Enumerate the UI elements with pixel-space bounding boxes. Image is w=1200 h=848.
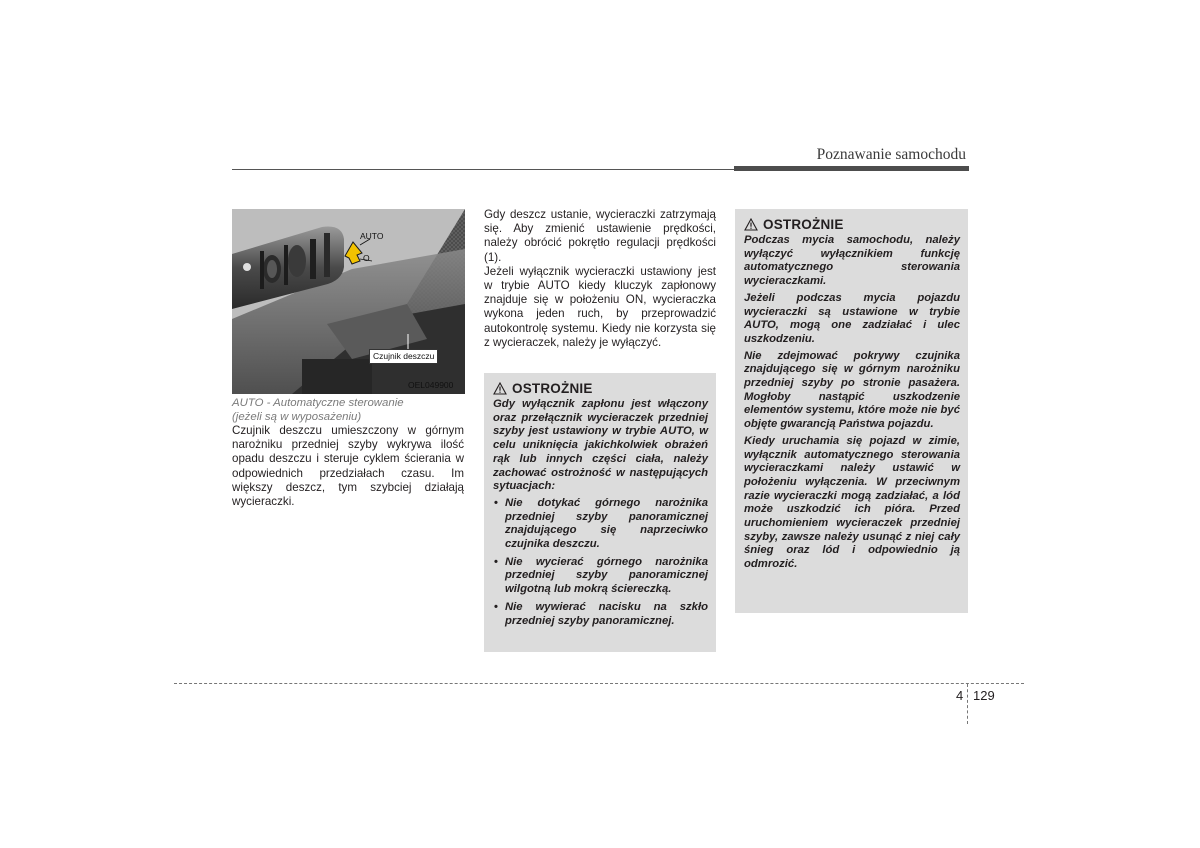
caution-header bbox=[744, 217, 960, 232]
caution-bullet-list bbox=[493, 497, 708, 628]
header-accent-bar bbox=[734, 166, 969, 171]
warning-triangle-icon bbox=[493, 382, 507, 395]
footer-dashed-rule bbox=[174, 683, 1024, 684]
section-title: Poznawanie samochodu bbox=[816, 146, 966, 163]
caution-paragraph: Kiedy uruchamia się pojazd w zimie, wyłącznik automatycznego sterowania wycieraczkami należy ustawić w położeniu wyłączenia. W przeciwnym razie wycieraczki mogą zadziałać, a lód może uszkodzić ich pióra. Przed uruchomieniem wycieraczek przedniej szyby, zawsze należy usunąć z niej cały śnieg oraz lód i odpowiednio ją odmrozić. bbox=[744, 434, 960, 571]
footer-vertical-divider bbox=[967, 684, 968, 724]
column-left bbox=[232, 396, 464, 509]
caution-header bbox=[493, 381, 708, 396]
caution-paragraph: Nie zdejmować pokrywy czujnika znajdującego się w górnym narożniku przedniej szyby po stronie pasażera. Mogłoby nastąpić uszkodzenie elementów systemu, które może nie być objęte gwarancją Państwa pojazdu. bbox=[744, 349, 960, 431]
wiper-stalk-figure bbox=[232, 209, 465, 394]
caution-box-hand-safety bbox=[484, 373, 716, 652]
caution-body bbox=[493, 398, 708, 628]
figure-code: OEL049900 bbox=[408, 380, 454, 390]
caution-body bbox=[744, 234, 960, 572]
caution-bullet: • Nie wywierać nacisku na szkło przedniej szyby panoramicznej. bbox=[493, 601, 708, 628]
auto-selfcheck-paragraph: Jeżeli wyłącznik wycieraczki ustawiony jest w trybie AUTO kiedy kluczyk zapłonowy znajduje się w położeniu ON, wycieraczka wykona jeden ruch, by przeprowadzić autokontrolę systemu. Kiedy nie korzysta się z wycieraczek, należy je wyłączyć. bbox=[484, 264, 716, 349]
auto-subheading-line2: (jeżeli są w wyposażeniu) bbox=[232, 411, 362, 423]
caution-title: OSTROŻNIE bbox=[763, 217, 844, 232]
figure-label-off: O bbox=[363, 253, 370, 263]
caution-title: OSTROŻNIE bbox=[512, 381, 593, 396]
column-middle bbox=[484, 208, 716, 350]
rain-sensor-description: Czujnik deszczu umieszczony w górnym narożniku przedniej szyby wykrywa ilość opadu deszczu i steruje cyklem ścierania w odpowiednich przedziałach czasu. Im większy deszcz, tym szybciej działają wycieraczki. bbox=[232, 424, 464, 509]
caution-paragraph: Jeżeli podczas mycia pojazdu wycieraczki są ustawione w trybie AUTO, mogą one zadziałać i ulec uszkodzeniu. bbox=[744, 291, 960, 345]
warning-triangle-icon bbox=[744, 218, 758, 231]
caution-intro: Gdy wyłącznik zapłonu jest włączony oraz przełącznik wycieraczek przedniej szyby jest ustawiony w trybie AUTO, w celu uniknięcia jakichkolwiek obrażeń rąk lub innych części ciała, należy zachować ostrożność w następujących sytuacjach: bbox=[493, 398, 708, 493]
figure-label-rain-sensor: Czujnik deszczu bbox=[369, 349, 438, 364]
page-number: 129 bbox=[973, 688, 995, 703]
figure-label-auto: AUTO bbox=[360, 231, 384, 241]
caution-paragraph: Podczas mycia samochodu, należy wyłączyć wyłącznikiem funkcję automatycznego sterowania wycieraczkami. bbox=[744, 234, 960, 288]
chapter-number: 4 bbox=[956, 688, 964, 703]
wiper-stalk-illustration bbox=[232, 209, 465, 394]
caution-bullet: • Nie wycierać górnego narożnika przedniej szyby panoramicznej wilgotną lub mokrą ściereczką. bbox=[493, 556, 708, 597]
speed-adjust-paragraph: Gdy deszcz ustanie, wycieraczki zatrzymają się. Aby zmienić ustawienie prędkości, należy obrócić pokrętło regulacji prędkości (1). bbox=[484, 208, 716, 264]
caution-box-washing-winter bbox=[735, 209, 968, 613]
caution-bullet: • Nie dotykać górnego narożnika przedniej szyby panoramicznej znajdującego się naprzeciwko czujnika deszczu. bbox=[493, 497, 708, 552]
auto-subheading-line1: AUTO - Automatyczne sterowanie bbox=[232, 397, 404, 409]
